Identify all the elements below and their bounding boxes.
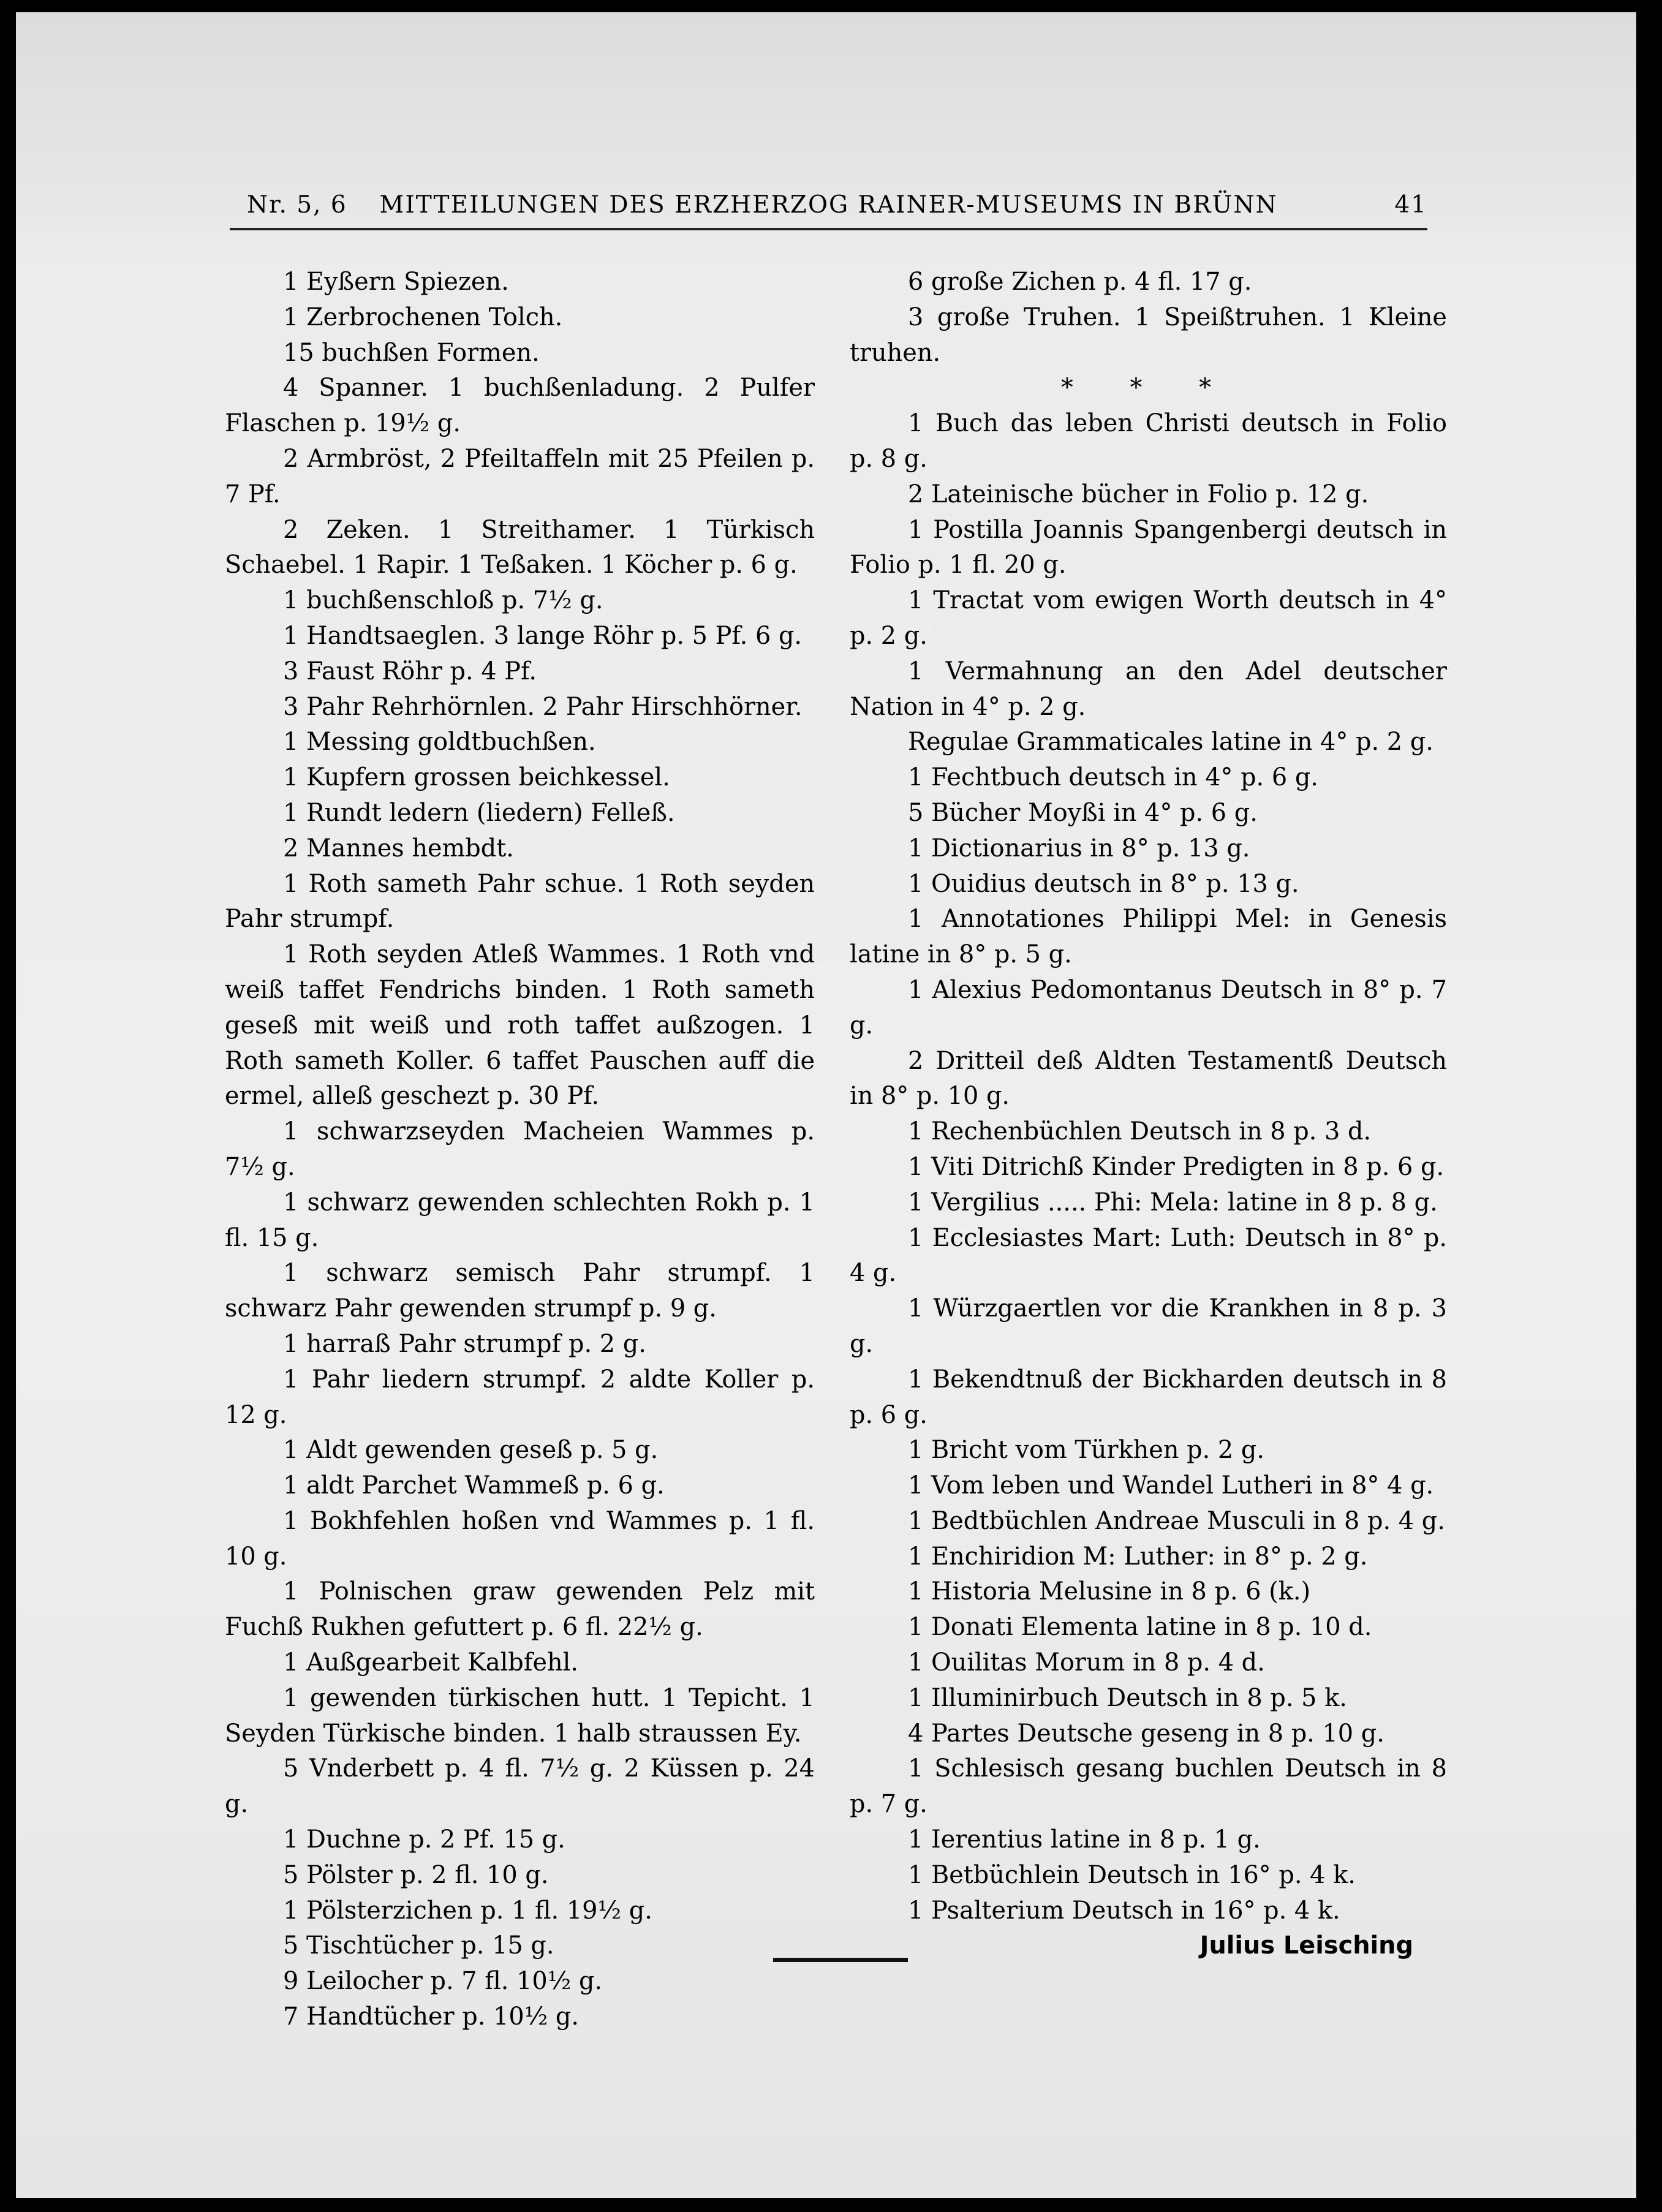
inventory-entry: 1 Ouilitas Morum in 8 p. 4 d. bbox=[908, 1648, 1265, 1677]
inventory-entry: 2 Lateinische bücher in Folio p. 12 g. bbox=[908, 480, 1369, 508]
inventory-entry: 1 Pölsterzichen p. 1 fl. 19½ g. bbox=[283, 1896, 652, 1925]
inventory-entry: 1 Handtsaeglen. 3 lange Röhr p. 5 Pf. 6 g. bbox=[283, 621, 803, 650]
inventory-entry: 5 Vnderbett p. 4 fl. 7½ g. 2 Küssen p. 24 g. bbox=[225, 1754, 815, 1819]
inventory-entry: 1 Psalterium Deutsch in 16° p. 4 k. bbox=[908, 1896, 1340, 1925]
inventory-entry: 1 Annotationes Philippi Mel: in Genesis latine in 8° p. 5 g. bbox=[850, 905, 1447, 969]
inventory-entry: 9 Leilocher p. 7 fl. 10½ g. bbox=[283, 1967, 603, 1996]
section-divider: * * * bbox=[1061, 374, 1236, 402]
inventory-entry: 1 Tractat vom ewigen Worth deutsch in 4° p. 2 g. bbox=[850, 586, 1447, 650]
inventory-entry: 1 Buch das leben Christi deutsch in Folio p. 8 g. bbox=[850, 409, 1447, 473]
inventory-entry: 3 Faust Röhr p. 4 Pf. bbox=[283, 657, 537, 685]
header-rule bbox=[230, 228, 1427, 230]
inventory-entry: 1 Bekendtnuß der Bickharden deutsch in 8 p. 6 g. bbox=[850, 1365, 1447, 1429]
inventory-entry: 1 aldt Parchet Wammeß p. 6 g. bbox=[283, 1471, 665, 1500]
right-column bbox=[850, 265, 1447, 1964]
inventory-entry: 1 Betbüchlein Deutsch in 16° p. 4 k. bbox=[908, 1860, 1356, 1889]
inventory-entry: 1 schwarzseyden Macheien Wammes p. 7½ g. bbox=[225, 1117, 815, 1181]
inventory-entry: 1 Viti Ditrichß Kinder Predigten in 8 p. 6 g. bbox=[908, 1152, 1445, 1181]
inventory-entry: 1 Duchne p. 2 Pf. 15 g. bbox=[283, 1825, 565, 1854]
inventory-entry: 1 Alexius Pedomontanus Deutsch in 8° p. 7 g. bbox=[850, 975, 1447, 1040]
inventory-entry: 1 Vergilius ..... Phi: Mela: latine in 8 p. 8 g. bbox=[908, 1188, 1438, 1217]
inventory-entry: 6 große Zichen p. 4 fl. 17 g. bbox=[908, 268, 1252, 296]
inventory-entry: 3 Pahr Rehrhörnlen. 2 Pahr Hirschhörner. bbox=[283, 692, 803, 721]
inventory-entry: 3 große Truhen. 1 Speißtruhen. 1 Kleine truhen. bbox=[850, 303, 1447, 367]
inventory-entry: 1 Roth seyden Atleß Wammes. 1 Roth vnd weiß taffet Fendrichs binden. 1 Roth sameth geseß mit weiß und roth taffet außzogen. 1 Roth sameth Koller. 6 taffet Pauschen auff die ermel, alleß geschezt p. 30 Pf. bbox=[225, 940, 815, 1111]
inventory-entry: 1 Zerbrochenen Tolch. bbox=[283, 303, 563, 331]
inventory-entry: 2 Zeken. 1 Streithamer. 1 Türkisch Schaebel. 1 Rapir. 1 Teßaken. 1 Köcher p. 6 g. bbox=[225, 515, 815, 579]
inventory-entry: 5 Pölster p. 2 fl. 10 g. bbox=[283, 1860, 549, 1889]
inventory-entry: 2 Armbröst, 2 Pfeiltaffeln mit 25 Pfeilen p. 7 Pf. bbox=[225, 444, 815, 508]
inventory-entry: 1 Ierentius latine in 8 p. 1 g. bbox=[908, 1825, 1261, 1854]
inventory-entry: 1 Messing goldtbuchßen. bbox=[283, 728, 596, 757]
inventory-entry: 1 Bokhfehlen hoßen vnd Wammes p. 1 fl. 10 g. bbox=[225, 1506, 815, 1571]
page-number: 41 bbox=[1394, 191, 1427, 219]
author-signature: Julius Leisching bbox=[1199, 1931, 1413, 1960]
inventory-entry: 1 buchßenschloß p. 7½ g. bbox=[283, 586, 603, 615]
inventory-entry: 1 Donati Elementa latine in 8 p. 10 d. bbox=[908, 1613, 1372, 1642]
inventory-entry: 1 Rechenbüchlen Deutsch in 8 p. 3 d. bbox=[908, 1117, 1372, 1146]
inventory-entry: 1 Außgearbeit Kalbfehl. bbox=[283, 1648, 579, 1677]
inventory-entry: 1 Vermahnung an den Adel deutscher Nation in 4° p. 2 g. bbox=[850, 657, 1447, 721]
inventory-entry: 1 Postilla Joannis Spangenbergi deutsch in Folio p. 1 fl. 20 g. bbox=[850, 515, 1447, 579]
journal-title: MITTEILUNGEN DES ERZHERZOG RAINER-MUSEUMS IN BRÜNN bbox=[379, 191, 1278, 219]
inventory-entry: 1 Bricht vom Türkhen p. 2 g. bbox=[908, 1436, 1265, 1465]
inventory-entry: 4 Spanner. 1 buchßenladung. 2 Pulfer Flaschen p. 19½ g. bbox=[225, 374, 815, 438]
inventory-entry: 2 Mannes hembdt. bbox=[283, 834, 514, 863]
inventory-entry: 1 Illuminirbuch Deutsch in 8 p. 5 k. bbox=[908, 1683, 1347, 1712]
inventory-entry: 4 Partes Deutsche geseng in 8 p. 10 g. bbox=[908, 1719, 1384, 1748]
inventory-entry: 1 harraß Pahr strumpf p. 2 g. bbox=[283, 1329, 646, 1358]
inventory-entry: 1 Pahr liedern strumpf. 2 aldte Koller p. 12 g. bbox=[225, 1365, 815, 1429]
inventory-entry: 1 Bedtbüchlen Andreae Musculi in 8 p. 4 g. bbox=[908, 1506, 1445, 1535]
inventory-entry: 2 Dritteil deß Aldten Testamentß Deutsch in 8° p. 10 g. bbox=[850, 1046, 1447, 1111]
issue-number: Nr. 5, 6 bbox=[247, 191, 347, 219]
inventory-entry: Regulae Grammaticales latine in 4° p. 2 g. bbox=[908, 728, 1433, 757]
inventory-entry: 1 schwarz gewenden schlechten Rokh p. 1 fl. 15 g. bbox=[225, 1188, 815, 1252]
inventory-entry: 1 Würzgaertlen vor die Krankhen in 8 p. 3 g. bbox=[850, 1294, 1447, 1358]
inventory-entry: 5 Bücher Moyßi in 4° p. 6 g. bbox=[908, 798, 1258, 827]
left-column bbox=[225, 265, 815, 2035]
inventory-entry: 15 buchßen Formen. bbox=[283, 338, 540, 367]
inventory-entry: 1 Roth sameth Pahr schue. 1 Roth seyden Pahr strumpf. bbox=[225, 869, 815, 934]
inventory-entry: 1 gewenden türkischen hutt. 1 Tepicht. 1 Seyden Türkische binden. 1 halb straussen Ey. bbox=[225, 1683, 815, 1748]
inventory-entry: 1 Eyßern Spiezen. bbox=[283, 268, 509, 296]
inventory-entry: 1 Polnischen graw gewenden Pelz mit Fuchß Rukhen gefuttert p. 6 fl. 22½ g. bbox=[225, 1577, 815, 1642]
inventory-entry: 1 schwarz semisch Pahr strumpf. 1 schwarz Pahr gewenden strumpf p. 9 g. bbox=[225, 1259, 815, 1323]
inventory-entry: 1 Dictionarius in 8° p. 13 g. bbox=[908, 834, 1250, 863]
inventory-entry: 1 Schlesisch gesang buchlen Deutsch in 8 p. 7 g. bbox=[850, 1754, 1447, 1819]
inventory-entry: 1 Fechtbuch deutsch in 4° p. 6 g. bbox=[908, 763, 1318, 792]
inventory-entry: 1 Ouidius deutsch in 8° p. 13 g. bbox=[908, 869, 1299, 898]
inventory-entry: 1 Ecclesiastes Mart: Luth: Deutsch in 8° p. 4 g. bbox=[850, 1223, 1447, 1288]
inventory-entry: 1 Rundt ledern (liedern) Felleß. bbox=[283, 798, 675, 827]
inventory-entry: 1 Historia Melusine in 8 p. 6 (k.) bbox=[908, 1577, 1311, 1606]
page-header bbox=[230, 191, 1427, 228]
inventory-entry: 1 Vom leben und Wandel Lutheri in 8° 4 g. bbox=[908, 1471, 1434, 1500]
inventory-entry: 1 Enchiridion M: Luther: in 8° p. 2 g. bbox=[908, 1542, 1368, 1571]
inventory-entry: 1 Kupfern grossen beichkessel. bbox=[283, 763, 670, 792]
inventory-entry: 1 Aldt gewenden geseß p. 5 g. bbox=[283, 1436, 659, 1465]
end-rule bbox=[773, 1958, 908, 1962]
inventory-entry: 5 Tischtücher p. 15 g. bbox=[283, 1931, 554, 1960]
inventory-entry: 7 Handtücher p. 10½ g. bbox=[283, 2003, 580, 2031]
